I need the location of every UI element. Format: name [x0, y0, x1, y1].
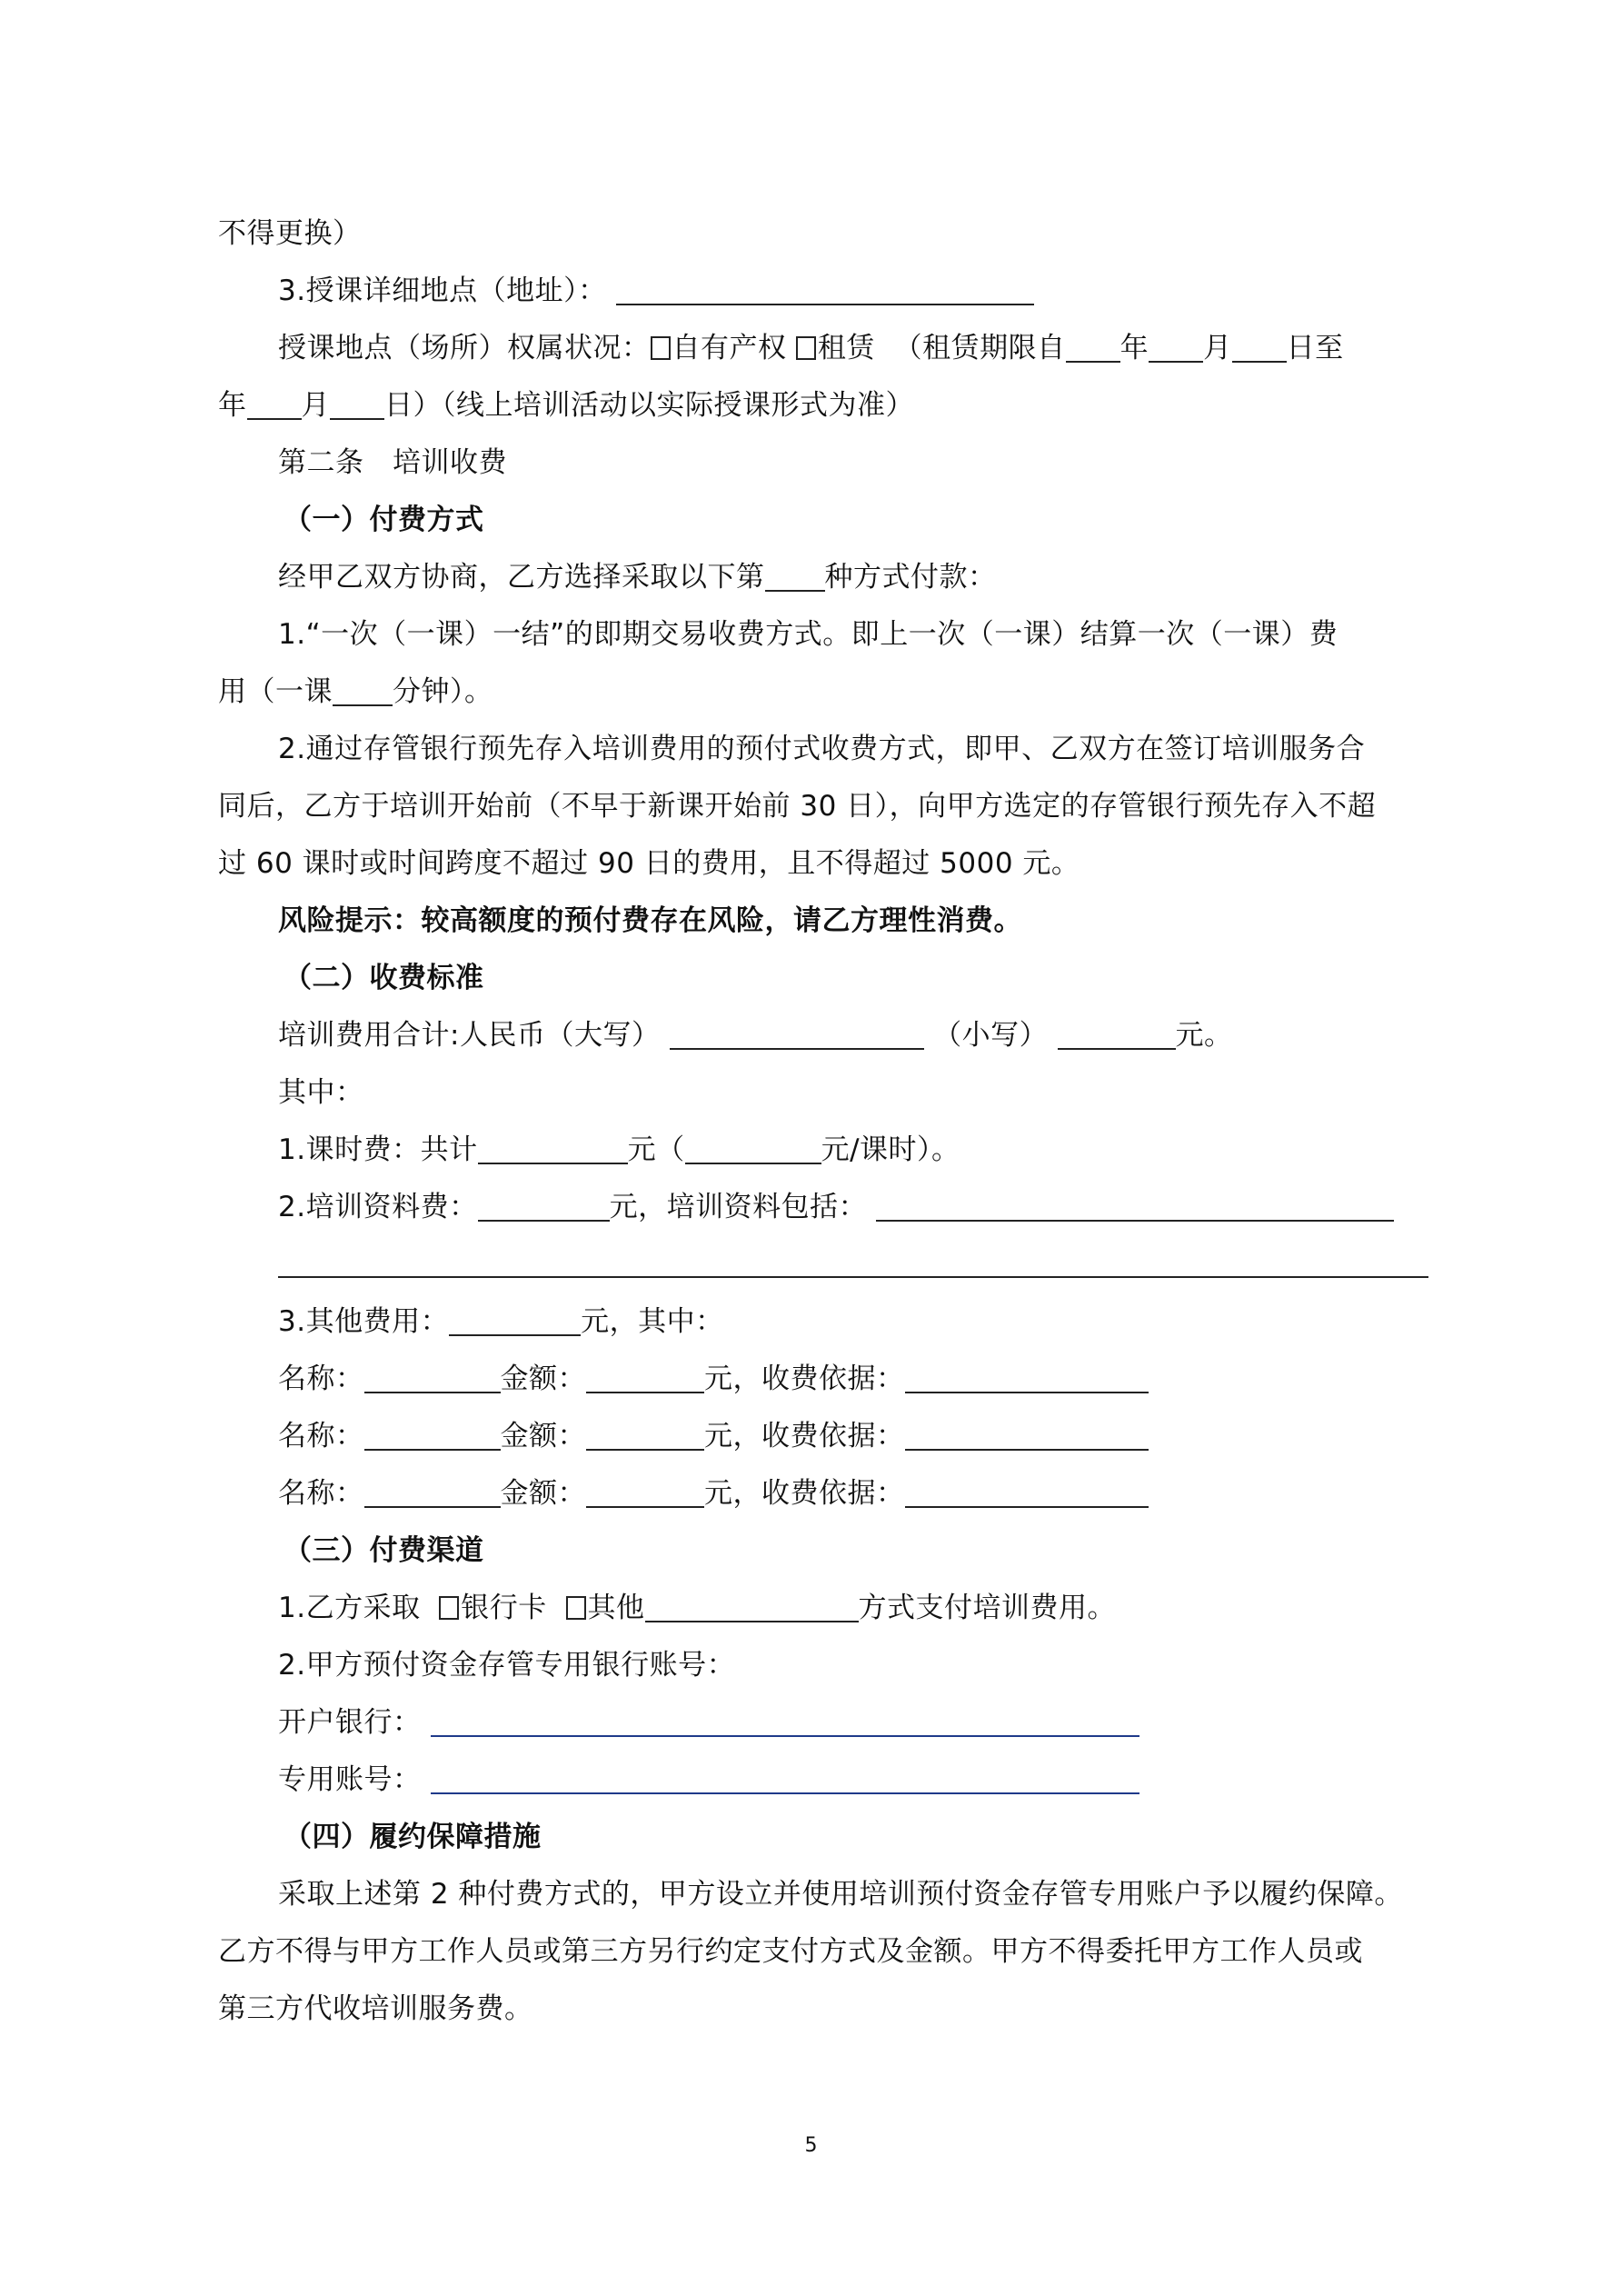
label: 元，收费依据： — [704, 1420, 905, 1452]
basis-blank[interactable] — [905, 1416, 1149, 1451]
amount-figures-blank[interactable] — [1058, 1015, 1176, 1050]
label: 培训费用合计:人民币（大写） — [278, 1019, 661, 1052]
materials-fee-blank[interactable] — [478, 1187, 610, 1222]
text: 1.“一次（一课）一结”的即期交易收费方式。即上一次（一课）结算一次（一课）费 — [278, 618, 1338, 651]
method-blank[interactable] — [765, 557, 825, 592]
materials-continuation — [218, 1236, 1428, 1293]
text-line — [218, 205, 1428, 263]
label: 3.授课详细地点（地址）： — [278, 275, 607, 307]
minutes-blank[interactable] — [333, 672, 393, 706]
year-blank[interactable] — [1066, 328, 1120, 363]
section-heading — [218, 1522, 1428, 1580]
label: （小写） — [933, 1019, 1049, 1052]
label: 名称： — [278, 1477, 364, 1510]
label: 名称： — [278, 1363, 364, 1395]
checkbox-icon[interactable] — [651, 336, 671, 360]
article-heading — [218, 434, 1428, 492]
text-line — [218, 721, 1428, 778]
text: 2.甲方预付资金存管专用银行账号： — [278, 1649, 736, 1682]
section-heading — [218, 1809, 1428, 1866]
label: 3.其他费用： — [278, 1305, 450, 1338]
account-blank[interactable] — [431, 1760, 1139, 1794]
text: 第三方代收培训服务费。 — [218, 1992, 533, 2025]
text-line — [218, 778, 1428, 835]
label: 年 — [218, 389, 247, 422]
label: 授课地点（场所）权属状况： — [278, 332, 651, 364]
label: 金额： — [500, 1420, 586, 1452]
label: 金额： — [500, 1477, 586, 1510]
option-other: 其他 — [587, 1592, 645, 1624]
ownership-line — [218, 320, 1428, 377]
heading: （三）付费渠道 — [284, 1534, 484, 1567]
label: 年 — [1119, 332, 1149, 364]
text: 用（一课 — [218, 675, 333, 708]
other-fee-item — [218, 1408, 1428, 1465]
text: 风险提示：较高额度的预付费存在风险，请乙方理性消费。 — [278, 904, 1022, 937]
bank-blank[interactable] — [431, 1702, 1139, 1737]
page-number: 5 — [804, 2134, 818, 2157]
text: 乙方不得与甲方工作人员或第三方另行约定支付方式及金额。甲方不得委托甲方工作人员或 — [218, 1935, 1363, 1968]
bank-line — [218, 1694, 1428, 1752]
option-own: 自有产权 — [672, 332, 787, 364]
label: 日）（线上培训活动以实际授课形式为准） — [384, 389, 914, 422]
other-fee-line — [218, 1293, 1428, 1351]
label: 元，其中： — [581, 1305, 724, 1338]
checkbox-icon[interactable] — [439, 1596, 459, 1620]
text: 其中： — [278, 1076, 364, 1109]
label: 日至 — [1286, 332, 1344, 364]
label: 元，收费依据： — [704, 1477, 905, 1510]
text-line — [218, 1637, 1428, 1694]
label: 元/课时）。 — [821, 1133, 960, 1166]
amount-words-blank[interactable] — [670, 1015, 924, 1050]
label: 元（ — [627, 1133, 685, 1166]
text-line — [218, 835, 1428, 893]
text-line — [218, 606, 1428, 664]
amount-blank[interactable] — [586, 1416, 704, 1451]
text: 2.通过存管银行预先存入培训费用的预付式收费方式，即甲、乙双方在签订培训服务合 — [278, 733, 1366, 765]
materials-fee-line — [218, 1179, 1428, 1236]
label: 金额： — [500, 1363, 586, 1395]
basis-blank[interactable] — [905, 1473, 1149, 1508]
label: 元，培训资料包括： — [609, 1191, 868, 1223]
payment-channel-line — [218, 1580, 1428, 1637]
text: 采取上述第 2 种付费方式的，甲方设立并使用培训预付资金存管专用账户予以履约保障。 — [278, 1878, 1403, 1911]
text-line — [218, 1064, 1428, 1122]
option-lease: 租赁 — [817, 332, 875, 364]
checkbox-icon[interactable] — [566, 1596, 586, 1620]
materials-blank-2[interactable] — [278, 1276, 1428, 1278]
heading: 第二条 培训收费 — [278, 446, 507, 479]
section-heading — [218, 492, 1428, 549]
document-page — [218, 205, 1428, 2038]
lesson-fee-line — [218, 1122, 1428, 1179]
heading: （二）收费标准 — [284, 962, 484, 994]
basis-blank[interactable] — [905, 1359, 1149, 1393]
section-heading — [218, 950, 1428, 1007]
text-line — [218, 1866, 1428, 1923]
other-fee-blank[interactable] — [449, 1302, 581, 1336]
name-blank[interactable] — [364, 1473, 501, 1508]
text-line — [218, 1923, 1428, 1981]
text: 分钟）。 — [393, 675, 493, 708]
risk-warning — [218, 893, 1428, 950]
text: 不得更换） — [218, 217, 362, 250]
checkbox-icon[interactable] — [796, 336, 816, 360]
label: 方式支付培训费用。 — [858, 1592, 1117, 1624]
label: （租赁期限自 — [893, 332, 1066, 364]
text: 经甲乙双方协商，乙方选择采取以下第 — [278, 561, 765, 594]
text-line — [218, 664, 1428, 721]
day-blank[interactable] — [330, 385, 384, 420]
label: 月 — [301, 389, 330, 422]
label: 月 — [1203, 332, 1232, 364]
address-blank[interactable] — [616, 271, 1034, 305]
heading: （四）履约保障措施 — [284, 1821, 542, 1853]
month-blank[interactable] — [1149, 328, 1203, 363]
text: 过 60 课时或时间跨度不超过 90 日的费用，且不得超过 5000 元。 — [218, 847, 1080, 880]
option-bank-card: 银行卡 — [461, 1592, 547, 1624]
other-fee-item — [218, 1351, 1428, 1408]
text-line — [218, 549, 1428, 606]
other-method-blank[interactable] — [645, 1588, 859, 1622]
label: 元。 — [1175, 1019, 1233, 1052]
name-blank[interactable] — [364, 1416, 501, 1451]
amount-blank[interactable] — [586, 1473, 704, 1508]
lease-end-line — [218, 377, 1428, 434]
label: 1.课时费：共计 — [278, 1133, 478, 1166]
label: 元，收费依据： — [704, 1363, 905, 1395]
text: 同后，乙方于培训开始前（不早于新课开始前 30 日），向甲方选定的存管银行预先存入不超 — [218, 790, 1377, 823]
address-line — [218, 263, 1428, 320]
text: 种方式付款： — [824, 561, 997, 594]
label: 1.乙方采取 — [278, 1592, 421, 1624]
materials-blank[interactable] — [876, 1187, 1394, 1222]
text-line — [218, 1981, 1428, 2038]
amount-blank[interactable] — [586, 1359, 704, 1393]
name-blank[interactable] — [364, 1359, 501, 1393]
day-blank[interactable] — [1232, 328, 1287, 363]
label: 开户银行： — [278, 1706, 422, 1739]
label: 专用账号： — [278, 1763, 422, 1796]
heading: （一）付费方式 — [284, 504, 484, 536]
other-fee-item — [218, 1465, 1428, 1522]
year-blank[interactable] — [247, 385, 302, 420]
total-fee-line — [218, 1007, 1428, 1064]
label: 名称： — [278, 1420, 364, 1452]
label: 2.培训资料费： — [278, 1191, 478, 1223]
per-lesson-blank[interactable] — [685, 1130, 821, 1164]
account-line — [218, 1752, 1428, 1809]
lesson-total-blank[interactable] — [478, 1130, 628, 1164]
